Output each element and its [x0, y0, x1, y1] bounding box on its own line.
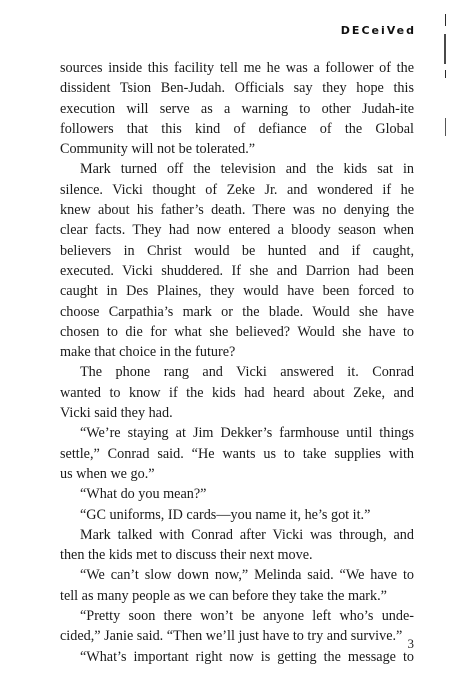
text-line: believers in Christ would be hunted and if caught,: [60, 242, 414, 259]
text-line: “We can’t slow down now,” Melinda said. “We have to: [80, 567, 414, 584]
page-edge-mark: [445, 14, 446, 26]
text-line: make that choice in the future?: [60, 344, 236, 361]
text-line: then the kids met to discuss their next move.: [60, 547, 313, 564]
page-edge-mark: [444, 34, 446, 64]
text-line: execution will serve as a warning to other Judah-ite: [60, 100, 414, 117]
text-line: choose Carpathia’s mark or the blade. Would she have: [60, 303, 414, 320]
text-line: us when we go.”: [60, 465, 155, 482]
text-line: caught in Des Plaines, they would have been forced to: [60, 283, 414, 300]
text-line: “We’re staying at Jim Dekker’s farmhouse until things: [80, 425, 414, 442]
text-line: “Pretty soon there won’t be anyone left who’s unde-: [80, 608, 414, 625]
text-line: “What do you mean?”: [80, 486, 207, 503]
text-line: The phone rang and Vicki answered it. Conrad: [80, 364, 414, 381]
text-line: Vicki said they had.: [60, 405, 173, 422]
text-line: sources inside this facility tell me he was a follower of the: [60, 60, 414, 76]
running-head-title: DECeiVed: [340, 24, 416, 37]
text-line: clear facts. They had now entered a bloody season when: [60, 222, 414, 239]
text-line: wanted to know if the kids had heard about Zeke, and: [60, 384, 414, 401]
text-line: tell as many people as we can before they take the mark.”: [60, 587, 387, 604]
text-line: silence. Vicki thought of Zeke Jr. and wondered if he: [60, 181, 414, 198]
page-number: 3: [407, 636, 414, 651]
text-line: followers that this kind of defiance of the Global: [60, 120, 414, 137]
text-line: chosen to die for what she believed? Would she have to: [60, 323, 414, 340]
text-line: Mark talked with Conrad after Vicki was through, and: [80, 526, 414, 543]
text-line: settle,” Conrad said. “He wants us to take supplies with: [60, 445, 414, 462]
text-line: cided,” Janie said. “Then we’ll just have to try and survive.”: [60, 628, 403, 645]
text-line: knew about his father’s death. There was no denying the: [60, 202, 414, 219]
page-edge-mark: [445, 70, 446, 78]
text-line: “What’s important right now is getting the message to: [80, 648, 414, 665]
text-line: dissident Tsion Ben-Judah. Officials say they hope this: [60, 80, 414, 97]
text-line: Community will not be tolerated.”: [60, 141, 256, 158]
text-line: “GC uniforms, ID cards—you name it, he’s got it.”: [80, 506, 371, 523]
text-line: executed. Vicki shuddered. If she and Darrion had been: [60, 262, 414, 279]
page-edge-mark: [445, 118, 446, 136]
text-line: Mark turned off the television and the kids sat in: [80, 161, 414, 178]
body-text: [60, 58, 414, 667]
